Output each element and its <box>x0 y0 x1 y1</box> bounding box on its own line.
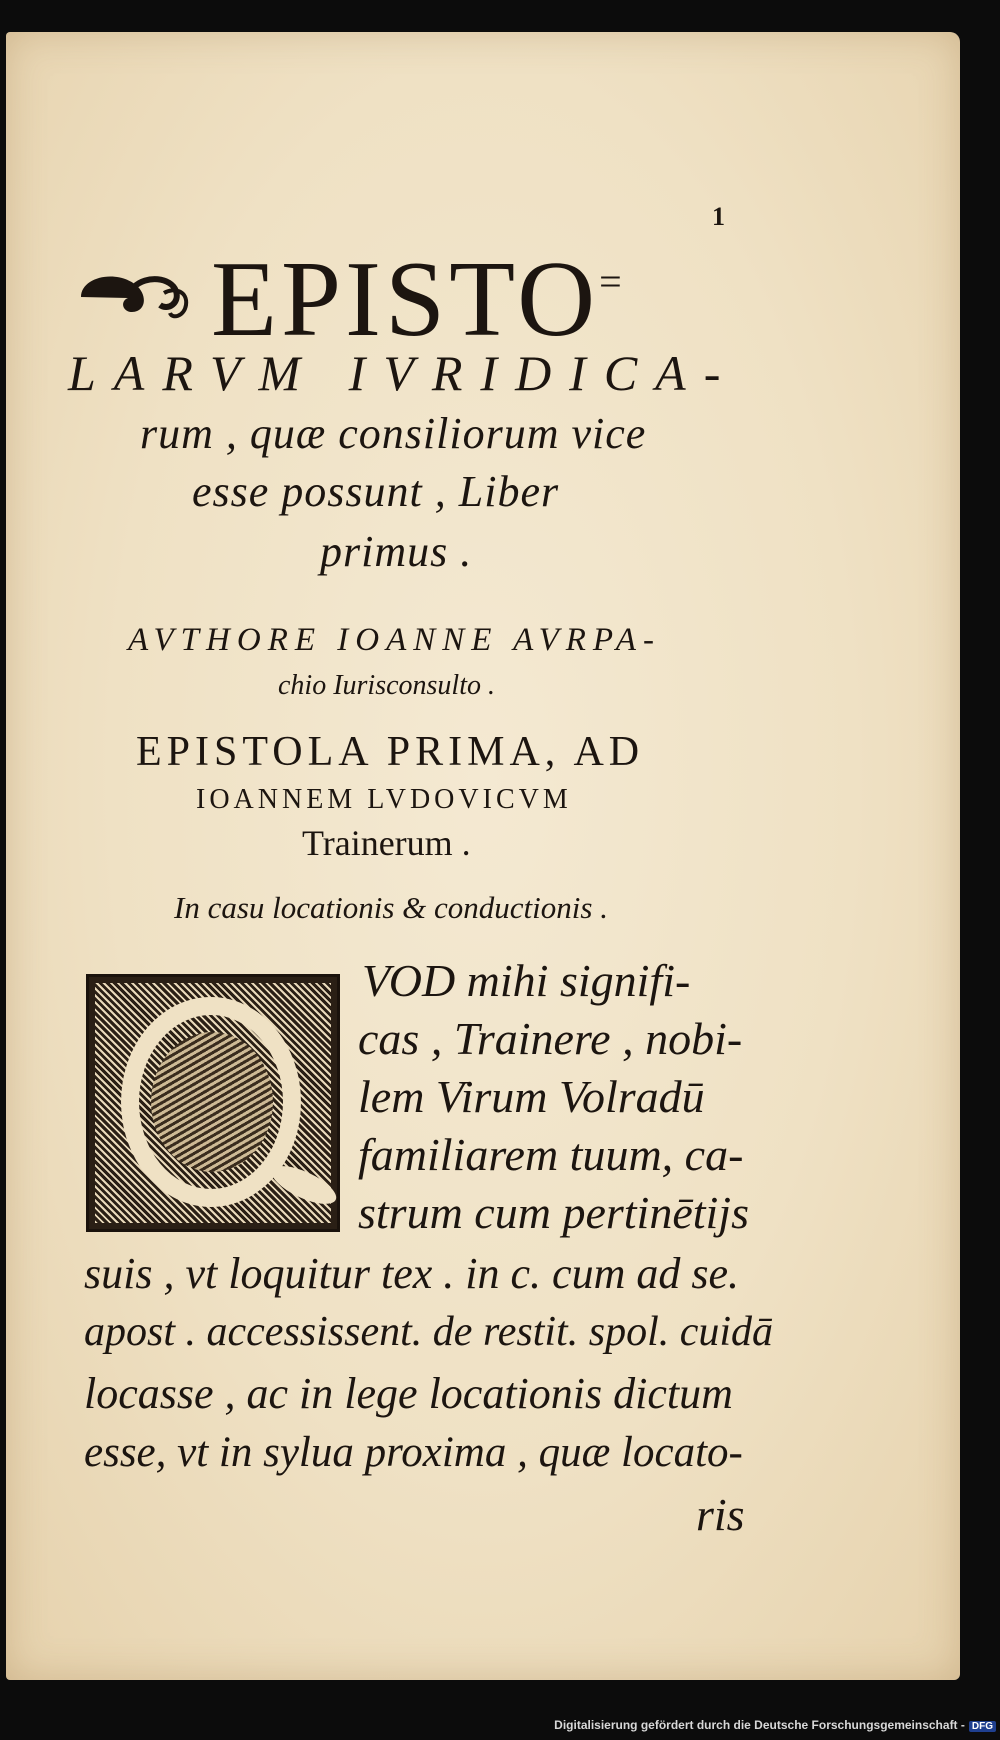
title-main: EPISTO= <box>211 240 622 359</box>
subject-line: In casu locationis & conductionis . <box>174 890 608 925</box>
text-line-5: strum cum pertinētijs <box>358 1187 749 1238</box>
epistle-heading-1: EPISTOLA PRIMA, AD <box>136 729 645 775</box>
title-line-2: LARVM IVRIDICA- <box>68 345 739 401</box>
book-page <box>6 32 960 1680</box>
author-line-1: AVTHORE IOANNE AVRPA- <box>128 622 661 658</box>
text-line-8: locasse , ac in lege locationis dictum <box>84 1369 733 1418</box>
text-line-2: cas , Trainere , nobi- <box>358 1013 743 1064</box>
decorated-initial-q <box>86 974 340 1232</box>
scroll-ornament-icon <box>76 257 196 327</box>
text-line-4: familiarem tuum, ca- <box>358 1129 744 1180</box>
title-line-5: primus . <box>320 527 473 576</box>
author-line-2: chio Iurisconsulto . <box>278 670 495 701</box>
dfg-logo-icon: DFG <box>969 1721 996 1732</box>
epistle-heading-2: IOANNEM LVDOVICVM <box>196 784 572 815</box>
digitization-credit <box>0 1718 996 1732</box>
title-line-4: esse possunt , Liber <box>192 467 560 516</box>
text-line-1: VOD mihi signifi- <box>362 955 691 1006</box>
title-line-3: rum , quæ consiliorum vice <box>140 409 647 458</box>
initial-letter <box>89 977 90 978</box>
text-line-6: suis , vt loquitur tex . in c. cum ad se. <box>84 1249 740 1298</box>
text-line-3: lem Virum Volradū <box>358 1071 705 1122</box>
page-number: 1 <box>712 202 725 231</box>
epistle-heading-3: Trainerum . <box>302 823 471 863</box>
text-line-10: ris <box>696 1489 745 1540</box>
credit-text: Digitalisierung gefördert durch die Deutsche Forschungsgemeinschaft - <box>554 1718 965 1732</box>
text-line-7: apost . accessissent. de restit. spol. cuidā <box>84 1309 774 1355</box>
text-line-9: esse, vt in sylua proxima , quæ locato- <box>84 1429 743 1476</box>
